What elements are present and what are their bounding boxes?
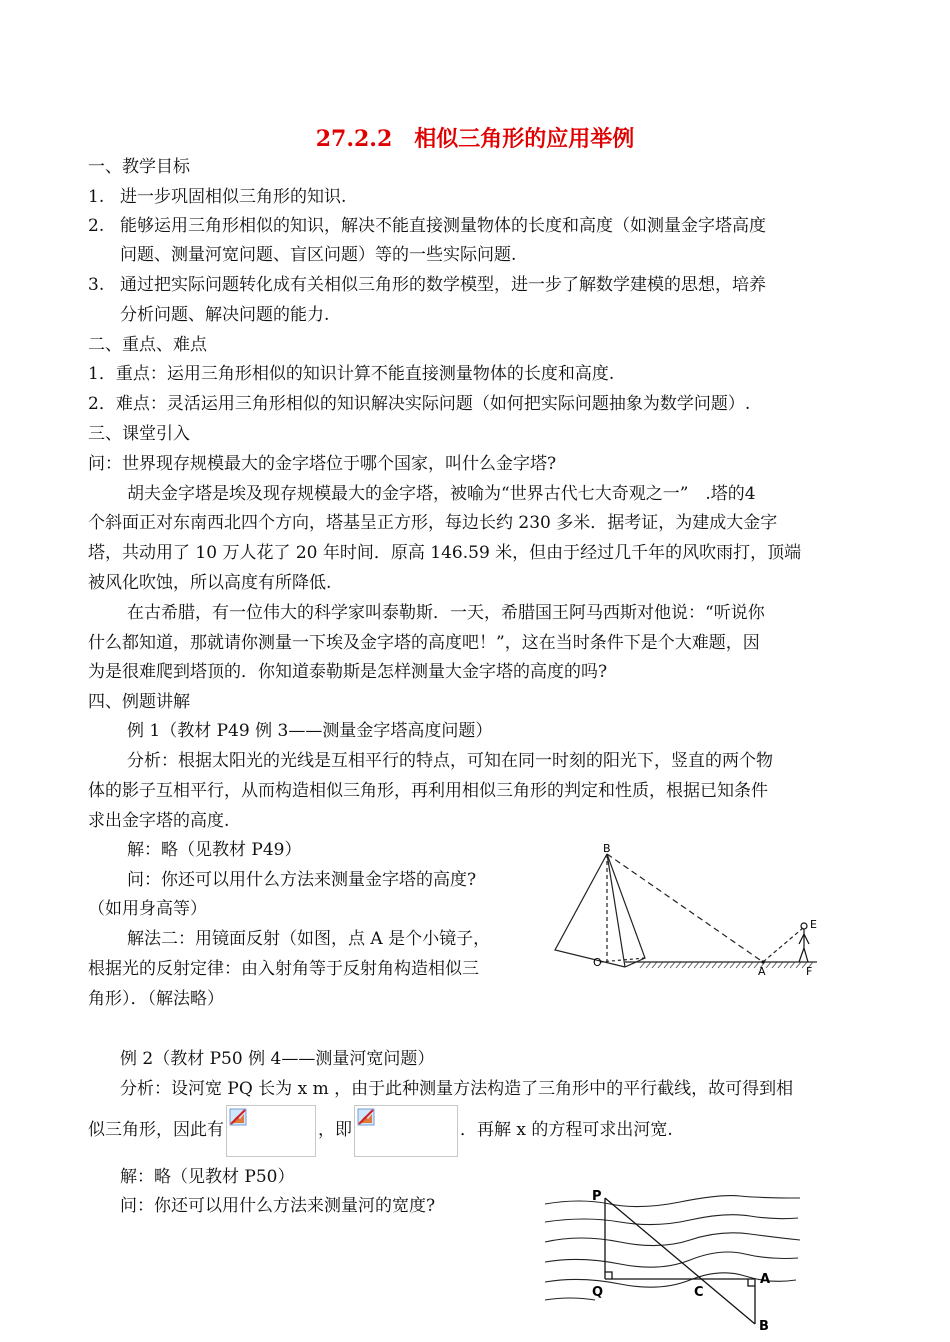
ground-hatch-mark bbox=[700, 962, 705, 968]
label-P: P bbox=[592, 1189, 602, 1204]
person-head bbox=[801, 923, 807, 929]
example-1-method-2-line-2: 根据光的反射定律：由入射角等于反射角构造相似三 bbox=[88, 959, 479, 979]
ground-hatch-mark bbox=[772, 962, 777, 968]
ground-hatch-mark bbox=[670, 962, 675, 968]
ground-hatch-mark bbox=[640, 962, 645, 968]
person-right-arm bbox=[804, 934, 809, 944]
section-heading-intro: 三、课堂引入 bbox=[88, 424, 190, 444]
example-1-method-2-line-1: 解法二：用镜面反射（如图，点 A 是个小镜子， bbox=[127, 929, 491, 949]
person-right-leg bbox=[804, 948, 808, 962]
example-2-analysis-pre: 似三角形，因此有 bbox=[88, 1120, 224, 1140]
intro-paragraph-1-line-3: 塔，共动用了 10 万人花了 20 年时间．原高 146.59 米，但由于经过几千年的风吹雨打，顶端 bbox=[88, 543, 802, 563]
section-heading-keypoints: 二、重点、难点 bbox=[88, 335, 207, 355]
example-2-solution: 解：略（见教材 P50） bbox=[120, 1167, 295, 1187]
example-2-question: 问：你还可以用什么方法来测量河的宽度? bbox=[120, 1196, 436, 1216]
ground-hatch-mark bbox=[682, 962, 687, 968]
river-wave-line bbox=[545, 1196, 800, 1207]
goal-item-3 bbox=[88, 273, 766, 297]
pyramid-left-face bbox=[555, 854, 625, 967]
intro-paragraph-1-line-2: 个斜面正对东南西北四个方向，塔基呈正方形，每边长约 230 多米．据考证，为建成大金字 bbox=[88, 513, 778, 533]
ground-hatch-mark bbox=[688, 962, 693, 968]
ground-hatch-mark bbox=[766, 962, 771, 968]
point-marker-A bbox=[761, 960, 764, 963]
keypoint-1: 1．重点：运用三角形相似的知识计算不能直接测量物体的长度和高度. bbox=[88, 364, 615, 384]
example-1-analysis-line-3: 求出金字塔的高度. bbox=[88, 811, 230, 831]
label-A: A bbox=[760, 1272, 771, 1287]
example-2-analysis-line-2 bbox=[88, 1104, 673, 1157]
label-Q: Q bbox=[592, 1285, 604, 1300]
ground-hatch-mark bbox=[778, 962, 783, 968]
goal-number: 2. bbox=[88, 216, 105, 236]
ground-hatch-mark bbox=[784, 962, 789, 968]
intro-paragraph-1-line-4: 被风化吹蚀，所以高度有所降低. bbox=[88, 573, 332, 593]
light-ray-reflected bbox=[763, 928, 803, 962]
river-wave-line bbox=[545, 1215, 798, 1225]
keypoint-2: 2．难点：灵活运用三角形相似的知识解决实际问题（如何把实际问题抽象为数学问题）. bbox=[88, 394, 751, 414]
ground-hatch-mark bbox=[796, 962, 801, 968]
example-2-analysis-line-1: 分析：设河宽 PQ 长为 x m ，由于此种测量方法构造了三角形中的平行截线，故可得到相 bbox=[120, 1079, 794, 1099]
label-F: F bbox=[806, 965, 813, 977]
person-left-arm bbox=[799, 934, 804, 944]
goal-item-3-cont: 分析问题、解决问题的能力. bbox=[120, 305, 330, 325]
ground-hatch-mark bbox=[712, 962, 717, 968]
ground-hatch-mark bbox=[790, 962, 795, 968]
goal-item-1 bbox=[88, 185, 346, 209]
light-ray-incident bbox=[607, 854, 763, 962]
goal-text: 通过把实际问题转化成有关相似三角形的数学模型，进一步了解数学建模的思想，培养 bbox=[120, 275, 766, 295]
intro-question: 问：世界现存规模最大的金字塔位于哪个国家，叫什么金字塔? bbox=[88, 454, 557, 474]
label-O: O bbox=[593, 956, 602, 969]
ground-hatch-mark bbox=[736, 962, 741, 968]
river-wave-line bbox=[545, 1233, 800, 1246]
broken-image-icon bbox=[357, 1108, 375, 1126]
goal-number: 3. bbox=[88, 275, 105, 295]
example-1-analysis-line-2: 体的影子互相平行，从而构造相似三角形，再利用相似三角形的判定和性质，根据已知条件 bbox=[88, 781, 768, 801]
example-1-method-2-line-3: 角形）．（解法略） bbox=[88, 989, 224, 1009]
intro-paragraph-2-line-3: 为是很难爬到塔顶的．你知道泰勒斯是怎样测量大金字塔的高度的吗? bbox=[88, 662, 608, 682]
ground-hatch-mark bbox=[742, 962, 747, 968]
example-1-analysis-line-1: 分析：根据太阳光的光线是互相平行的特点，可知在同一时刻的阳光下，竖直的两个物 bbox=[127, 751, 773, 771]
label-B: B bbox=[759, 1319, 769, 1334]
person-figure bbox=[799, 923, 809, 962]
ground-hatch-mark bbox=[676, 962, 681, 968]
example-1-heading: 例 1（教材 P49 例 3——测量金字塔高度问题） bbox=[127, 721, 493, 741]
river-wave-line bbox=[545, 1298, 595, 1300]
ground-hatch-mark bbox=[724, 962, 729, 968]
segment-PB bbox=[605, 1198, 755, 1324]
example-2-heading: 例 2（教材 P50 例 4——测量河宽问题） bbox=[120, 1049, 435, 1069]
broken-image-icon bbox=[229, 1108, 247, 1126]
goal-item-2 bbox=[88, 214, 766, 238]
goal-text: 能够运用三角形相似的知识，解决不能直接测量物体的长度和高度（如测量金字塔高度 bbox=[120, 216, 766, 236]
goal-item-2-cont: 问题、测量河宽问题、盲区问题）等的一些实际问题. bbox=[120, 245, 517, 265]
label-C: C bbox=[694, 1285, 704, 1300]
example-1-question-hint: （如用身高等） bbox=[88, 899, 207, 919]
ground-hatch-mark bbox=[730, 962, 735, 968]
pyramid-mirror-figure bbox=[545, 842, 830, 977]
person-left-leg bbox=[799, 948, 804, 962]
river-width-figure bbox=[540, 1184, 810, 1334]
ground-hatch-mark bbox=[694, 962, 699, 968]
intro-paragraph-1-line-1: 胡夫金字塔是埃及现存规模最大的金字塔，被喻为“世界古代七大奇观之一” .塔的4 bbox=[127, 484, 756, 504]
goal-text: 进一步巩固相似三角形的知识. bbox=[120, 187, 347, 207]
page-title: 27.2.2 相似三角形的应用举例 bbox=[315, 126, 635, 152]
ground-hatch-mark bbox=[664, 962, 669, 968]
example-1-question: 问：你还可以用什么方法来测量金字塔的高度? bbox=[127, 870, 477, 890]
intro-paragraph-2-line-1: 在古希腊，有一位伟大的科学家叫泰勒斯．一天，希腊国王阿马西斯对他说：“听说你 bbox=[127, 603, 765, 623]
right-angle-mark-Q bbox=[605, 1272, 612, 1279]
right-angle-mark-A bbox=[748, 1279, 755, 1286]
intro-paragraph-2-line-2: 什么都知道，那就请你测量一下埃及金字塔的高度吧！”，这在当时条件下是个大难题，因 bbox=[88, 633, 760, 653]
label-E: E bbox=[810, 918, 817, 931]
formula-image-placeholder-2 bbox=[354, 1105, 458, 1157]
ground-hatch-mark bbox=[718, 962, 723, 968]
label-B: B bbox=[603, 842, 611, 855]
section-heading-examples: 四、例题讲解 bbox=[88, 692, 190, 712]
label-A: A bbox=[758, 965, 766, 977]
formula-image-placeholder-1 bbox=[226, 1105, 316, 1157]
river-wave-line bbox=[545, 1273, 796, 1287]
pyramid-right-face bbox=[607, 854, 645, 967]
section-heading-goals: 一、教学目标 bbox=[88, 157, 190, 177]
ground-hatch-mark bbox=[706, 962, 711, 968]
ground-hatch-mark bbox=[652, 962, 657, 968]
example-2-analysis-post: ．再解 x 的方程可求出河宽. bbox=[460, 1120, 673, 1140]
pyramid-front-edge bbox=[607, 854, 625, 967]
ground-hatch-mark bbox=[646, 962, 651, 968]
ground-hatch-mark bbox=[658, 962, 663, 968]
goal-number: 1. bbox=[88, 187, 105, 207]
example-2-analysis-mid: ，即 bbox=[318, 1120, 352, 1140]
ground-hatch-mark bbox=[748, 962, 753, 968]
example-1-solution: 解：略（见教材 P49） bbox=[127, 840, 302, 860]
ground-hatching bbox=[640, 962, 813, 968]
